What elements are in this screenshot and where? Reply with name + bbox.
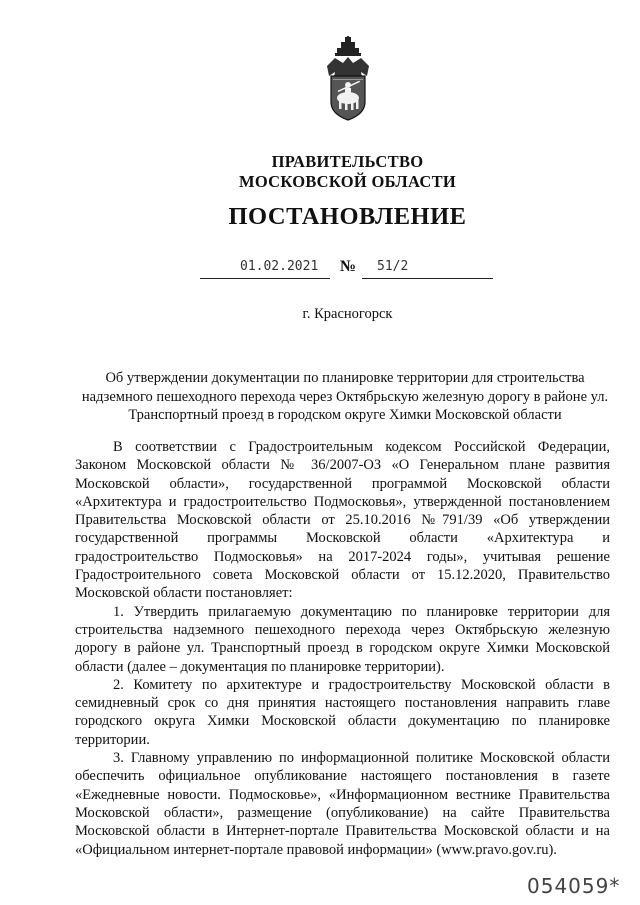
government-name-line2: МОСКОВСКОЙ ОБЛАСТИ: [238, 172, 457, 191]
body-paragraph: 3. Главному управлению по информационной политике Московской области обеспечить официальное опубликование настоящего постановления в газете «Ежедневные новости. Подмосковье», «Информационном вестнике Правительства Московской области», размещение (опубликование) на сайте Правительства Московской области в Интернет-портале Правительства Московской области и на «Официальном интернет-портале правовой информации» (www.pravo.gov.ru).: [75, 750, 610, 858]
moscow-region-coat-of-arms-icon: [323, 36, 373, 122]
government-name-line1: ПРАВИТЕЛЬСТВО: [271, 152, 424, 171]
body-paragraph: 1. Утвердить прилагаемую документацию по планировке территории для строительства надземного пешеходного перехода через Октябрьскую железную дорогу в районе ул. Транспортный проезд в городском округе Химки Московской области (далее – документация по планировке территории).: [75, 603, 610, 675]
document-subject: Об утверждении документации по планировке территории для строительства надземного пешеходного перехода через Октябрьскую железную дорогу в районе ул. Транспортный проезд в городском округе Химки Московской области: [81, 370, 609, 423]
serial-number: [527, 874, 620, 898]
document-number: 51/2: [377, 259, 409, 274]
city-name: г. Красногорск: [302, 306, 393, 322]
document-type-title: ПОСТАНОВЛЕНИЕ: [228, 203, 467, 230]
serial-number-value: 054059: [527, 874, 610, 898]
document-date: 01.02.2021: [240, 259, 319, 274]
body-paragraph: 2. Комитету по архитектуре и градостроительству Московской области в семидневный срок со дня принятия настоящего постановления направить главе городского округа Химки Московской области документацию по планировке территории.: [75, 676, 610, 748]
number-sign: №: [340, 258, 357, 275]
document-body: [75, 438, 610, 859]
serial-asterisk-icon: *: [609, 874, 621, 898]
body-paragraph: В соответствии с Градостроительным кодексом Российской Федерации, Законом Московской области № 36/2007-ОЗ «О Генеральном плане развития Московской области», государственной программой Московской области «Архитектура и градостроительство Подмосковья», утвержденной постановлением Правительства Московской области от 25.10.2016 №791/39 «Об утверждении государственной программы Московской области «Архитектура и градостроительство Подмосковья» на 2017-2024 годы», учитывая решение Градостроительного совета Московской области от 15.12.2020, Правительство Московской области постановляет:: [75, 439, 610, 602]
